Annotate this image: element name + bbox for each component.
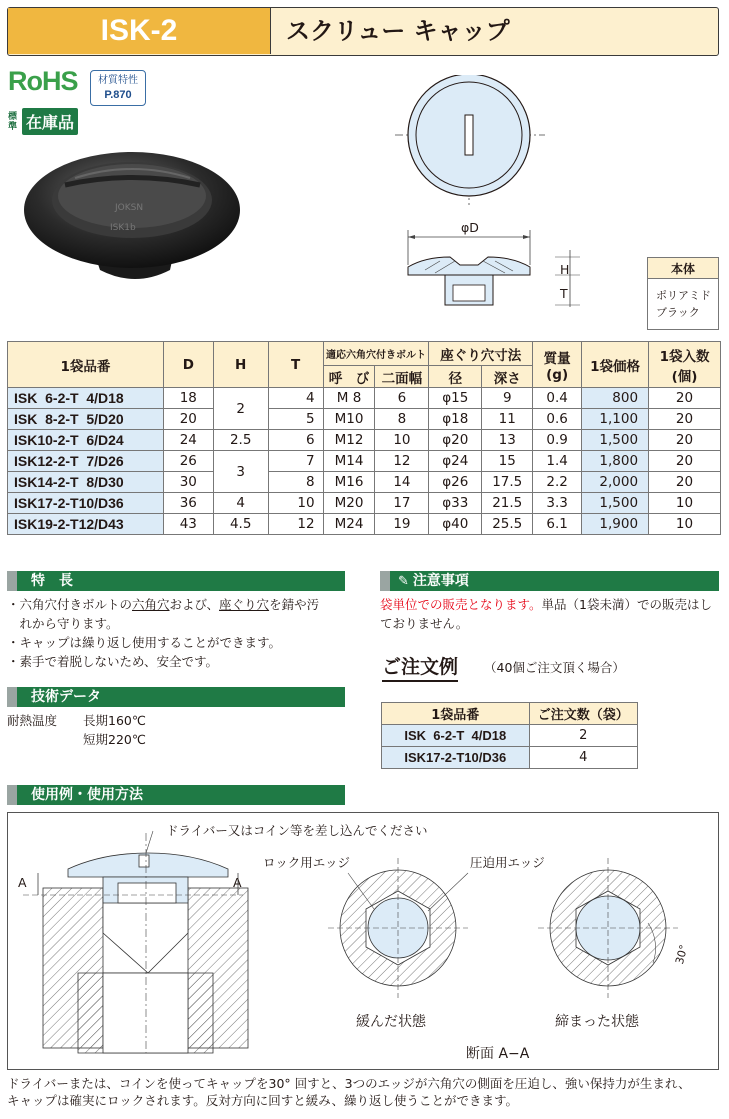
- pencil-icon: ✎: [398, 574, 409, 589]
- feature-1-c: および、: [169, 597, 220, 612]
- pn-cell: ISK12-2-T 7/D26: [8, 451, 164, 472]
- order-pn-cell: ISK17-2-T10/D36: [382, 747, 530, 769]
- feature-1-d: 座ぐり穴: [219, 597, 270, 612]
- pn-cell: ISK 6-2-T 4/D18: [8, 388, 164, 409]
- material-line1: ポリアミド: [656, 289, 711, 302]
- mass-cell: 0.4: [533, 388, 582, 409]
- dia-cell: φ26: [429, 472, 482, 493]
- order-table: [381, 702, 638, 769]
- price-cell: 1,800: [582, 451, 649, 472]
- d-cell: 20: [163, 409, 213, 430]
- material-header: 本体: [648, 258, 719, 279]
- feature-1-b: 六角穴: [132, 597, 170, 612]
- d-cell: 43: [163, 514, 213, 535]
- col-cb-dia: 径: [429, 366, 482, 388]
- press-edge-label: 圧迫用エッジ: [470, 855, 545, 870]
- svg-text:JOKSN: JOKSN: [115, 203, 144, 213]
- caution-red: 袋単位での販売となります。: [380, 597, 542, 612]
- nominal-cell: M20: [323, 493, 375, 514]
- depth-cell: 15: [482, 451, 533, 472]
- spec-table: [7, 341, 721, 535]
- tech-short: 短期220℃: [83, 732, 146, 747]
- mass-cell: 2.2: [533, 472, 582, 493]
- flat-cell: 6: [375, 388, 429, 409]
- material-table: [647, 257, 719, 330]
- col-bolt: 適応六角穴付きボルト: [323, 342, 429, 366]
- feature-line-1: [7, 595, 347, 614]
- table-row: [8, 493, 721, 514]
- price-cell: 1,900: [582, 514, 649, 535]
- qty-cell: 20: [649, 472, 721, 493]
- t-cell: 8: [268, 472, 323, 493]
- pn-cell: ISK14-2-T 8/D30: [8, 472, 164, 493]
- nominal-cell: M16: [323, 472, 375, 493]
- dia-cell: φ24: [429, 451, 482, 472]
- caution-title: 注意事項: [412, 573, 469, 589]
- stock-badge-small: 標準: [8, 111, 18, 132]
- footer-line-2: キャップは確実にロックされます。反対方向に回すと緩み、繰り返し使うことができます。: [7, 1093, 519, 1108]
- mass-cell: 6.1: [533, 514, 582, 535]
- order-qty-cell: 4: [529, 747, 637, 769]
- material-line2: ブラック: [656, 306, 700, 319]
- flat-cell: 8: [375, 409, 429, 430]
- price-cell: 2,000: [582, 472, 649, 493]
- col-qty: [649, 342, 721, 388]
- price-cell: 800: [582, 388, 649, 409]
- rohs-logo: RoHS: [8, 66, 78, 96]
- section-a-left: A: [18, 875, 27, 890]
- pn-cell: ISK19-2-T12/D43: [8, 514, 164, 535]
- table-row: [8, 409, 721, 430]
- angle-label: 30°: [672, 943, 691, 966]
- material-badge-line1: 材質特性: [98, 75, 138, 86]
- feature-line-3: ・キャップは繰り返し使用することができます。: [7, 635, 282, 650]
- nominal-cell: M12: [323, 430, 375, 451]
- d-cell: 36: [163, 493, 213, 514]
- depth-cell: 11: [482, 409, 533, 430]
- dia-cell: φ33: [429, 493, 482, 514]
- nominal-cell: M10: [323, 409, 375, 430]
- col-counterbore: 座ぐり穴寸法: [429, 342, 533, 366]
- h-cell: 3: [213, 451, 268, 493]
- mass-cell: 0.6: [533, 409, 582, 430]
- nominal-cell: M 8: [323, 388, 375, 409]
- caution-rest1: 単品（1袋未満）での販売はし: [541, 597, 712, 612]
- col-qty-label: 1袋入数: [659, 348, 710, 365]
- loose-label: 緩んだ状態: [356, 1014, 426, 1030]
- table-row: [8, 430, 721, 451]
- title-bar: [7, 7, 719, 56]
- usage-title: 使用例・使用方法: [31, 787, 143, 803]
- depth-cell: 25.5: [482, 514, 533, 535]
- col-bolt-nominal: 呼 び: [323, 366, 375, 388]
- qty-cell: 20: [649, 451, 721, 472]
- t-cell: 12: [268, 514, 323, 535]
- dim-d-label: φD: [461, 220, 479, 235]
- order-pn-cell: ISK 6-2-T 4/D18: [382, 725, 530, 747]
- section-marker: [7, 687, 17, 707]
- t-cell: 5: [268, 409, 323, 430]
- product-code: ISK-2: [8, 8, 271, 54]
- product-name: スクリュー キャップ: [286, 17, 510, 45]
- table-row: [8, 451, 721, 472]
- mass-cell: 3.3: [533, 493, 582, 514]
- dim-h-label: H: [560, 262, 570, 277]
- col-h: H: [213, 342, 268, 388]
- pn-cell: ISK17-2-T10/D36: [8, 493, 164, 514]
- h-cell: 4.5: [213, 514, 268, 535]
- mass-cell: 0.9: [533, 430, 582, 451]
- d-cell: 30: [163, 472, 213, 493]
- stock-badge-big: 在庫品: [22, 108, 78, 135]
- feature-line-2: れから守ります。: [7, 616, 119, 631]
- section-marker: [380, 571, 390, 591]
- caution-text: [380, 595, 722, 633]
- price-cell: 1,500: [582, 430, 649, 451]
- material-cell: [648, 279, 719, 330]
- usage-heading: [7, 785, 345, 805]
- dia-cell: φ15: [429, 388, 482, 409]
- t-cell: 4: [268, 388, 323, 409]
- d-cell: 24: [163, 430, 213, 451]
- flat-cell: 19: [375, 514, 429, 535]
- col-t: T: [268, 342, 323, 388]
- cap-drawing: [395, 75, 595, 315]
- flat-cell: 10: [375, 430, 429, 451]
- col-cb-depth: 深さ: [482, 366, 533, 388]
- feature-line-4: ・素手で着脱しないため、安全です。: [7, 654, 219, 669]
- col-mass-unit: (g): [546, 366, 569, 383]
- features-text: [7, 595, 347, 671]
- order-title: ご注文例: [382, 652, 458, 682]
- table-row: [8, 388, 721, 409]
- caution-heading: [380, 571, 719, 591]
- footer-text: [7, 1075, 722, 1109]
- flat-cell: 12: [375, 451, 429, 472]
- footer-line-1: ドライバーまたは、コインを使ってキャップを30° 回すと、3つのエッジが六角穴の側面を圧迫し、強い保持力が生まれ、: [7, 1076, 691, 1091]
- features-heading: [7, 571, 345, 591]
- tech-long: 長期160℃: [83, 713, 146, 728]
- tech-title: 技術データ: [31, 689, 101, 705]
- feature-1-e: を錆や汚: [269, 597, 320, 612]
- section-a-right: A: [233, 875, 242, 890]
- nominal-cell: M14: [323, 451, 375, 472]
- col-price: 1袋価格: [582, 342, 649, 388]
- qty-cell: 10: [649, 493, 721, 514]
- h-cell: 2.5: [213, 430, 268, 451]
- nominal-cell: M24: [323, 514, 375, 535]
- order-row: [382, 747, 638, 769]
- tech-label: 耐熱温度: [7, 713, 58, 728]
- tight-label: 締まった状態: [555, 1014, 639, 1030]
- driver-note: ドライバー又はコイン等を差し込んでください: [166, 823, 428, 838]
- material-badge-line2: P.870: [104, 89, 132, 101]
- order-col-qty: ご注文数（袋）: [529, 703, 637, 725]
- depth-cell: 21.5: [482, 493, 533, 514]
- qty-cell: 20: [649, 388, 721, 409]
- col-qty-unit: (個): [671, 368, 698, 385]
- t-cell: 6: [268, 430, 323, 451]
- order-note: （40個ご注文頂く場合）: [484, 660, 625, 675]
- lock-edge-label: ロック用エッジ: [263, 855, 351, 870]
- depth-cell: 13: [482, 430, 533, 451]
- col-d: D: [163, 342, 213, 388]
- table-row: [8, 514, 721, 535]
- d-cell: 26: [163, 451, 213, 472]
- section-marker: [7, 785, 17, 805]
- h-cell: 2: [213, 388, 268, 430]
- col-pn: 1袋品番: [8, 342, 164, 388]
- section-marker: [7, 571, 17, 591]
- feature-1-a: ・六角穴付きボルトの: [7, 597, 133, 612]
- pn-cell: ISK10-2-T 6/D24: [8, 430, 164, 451]
- section-label: 断面 A−A: [466, 1046, 530, 1062]
- col-bolt-flat: 二面幅: [375, 366, 429, 388]
- price-cell: 1,500: [582, 493, 649, 514]
- order-qty-cell: 2: [529, 725, 637, 747]
- material-badge: [90, 70, 146, 106]
- d-cell: 18: [163, 388, 213, 409]
- price-cell: 1,100: [582, 409, 649, 430]
- dim-t-label: T: [560, 286, 568, 301]
- depth-cell: 17.5: [482, 472, 533, 493]
- features-title: 特 長: [31, 573, 73, 589]
- dia-cell: φ18: [429, 409, 482, 430]
- flat-cell: 14: [375, 472, 429, 493]
- order-row: [382, 725, 638, 747]
- t-cell: 10: [268, 493, 323, 514]
- qty-cell: 20: [649, 409, 721, 430]
- col-mass: [533, 342, 582, 388]
- pn-cell: ISK 8-2-T 5/D20: [8, 409, 164, 430]
- col-mass-label: 質量: [543, 350, 571, 367]
- h-cell: 4: [213, 493, 268, 514]
- qty-cell: 20: [649, 430, 721, 451]
- svg-text:ISK1b: ISK1b: [110, 223, 136, 233]
- product-photo: [20, 130, 250, 290]
- usage-box: [7, 812, 719, 1070]
- flat-cell: 17: [375, 493, 429, 514]
- mass-cell: 1.4: [533, 451, 582, 472]
- t-cell: 7: [268, 451, 323, 472]
- tech-heading: [7, 687, 345, 707]
- dia-cell: φ20: [429, 430, 482, 451]
- order-col-pn: 1袋品番: [382, 703, 530, 725]
- depth-cell: 9: [482, 388, 533, 409]
- dia-cell: φ40: [429, 514, 482, 535]
- table-row: [8, 472, 721, 493]
- caution-rest2: ておりません。: [380, 616, 469, 631]
- qty-cell: 10: [649, 514, 721, 535]
